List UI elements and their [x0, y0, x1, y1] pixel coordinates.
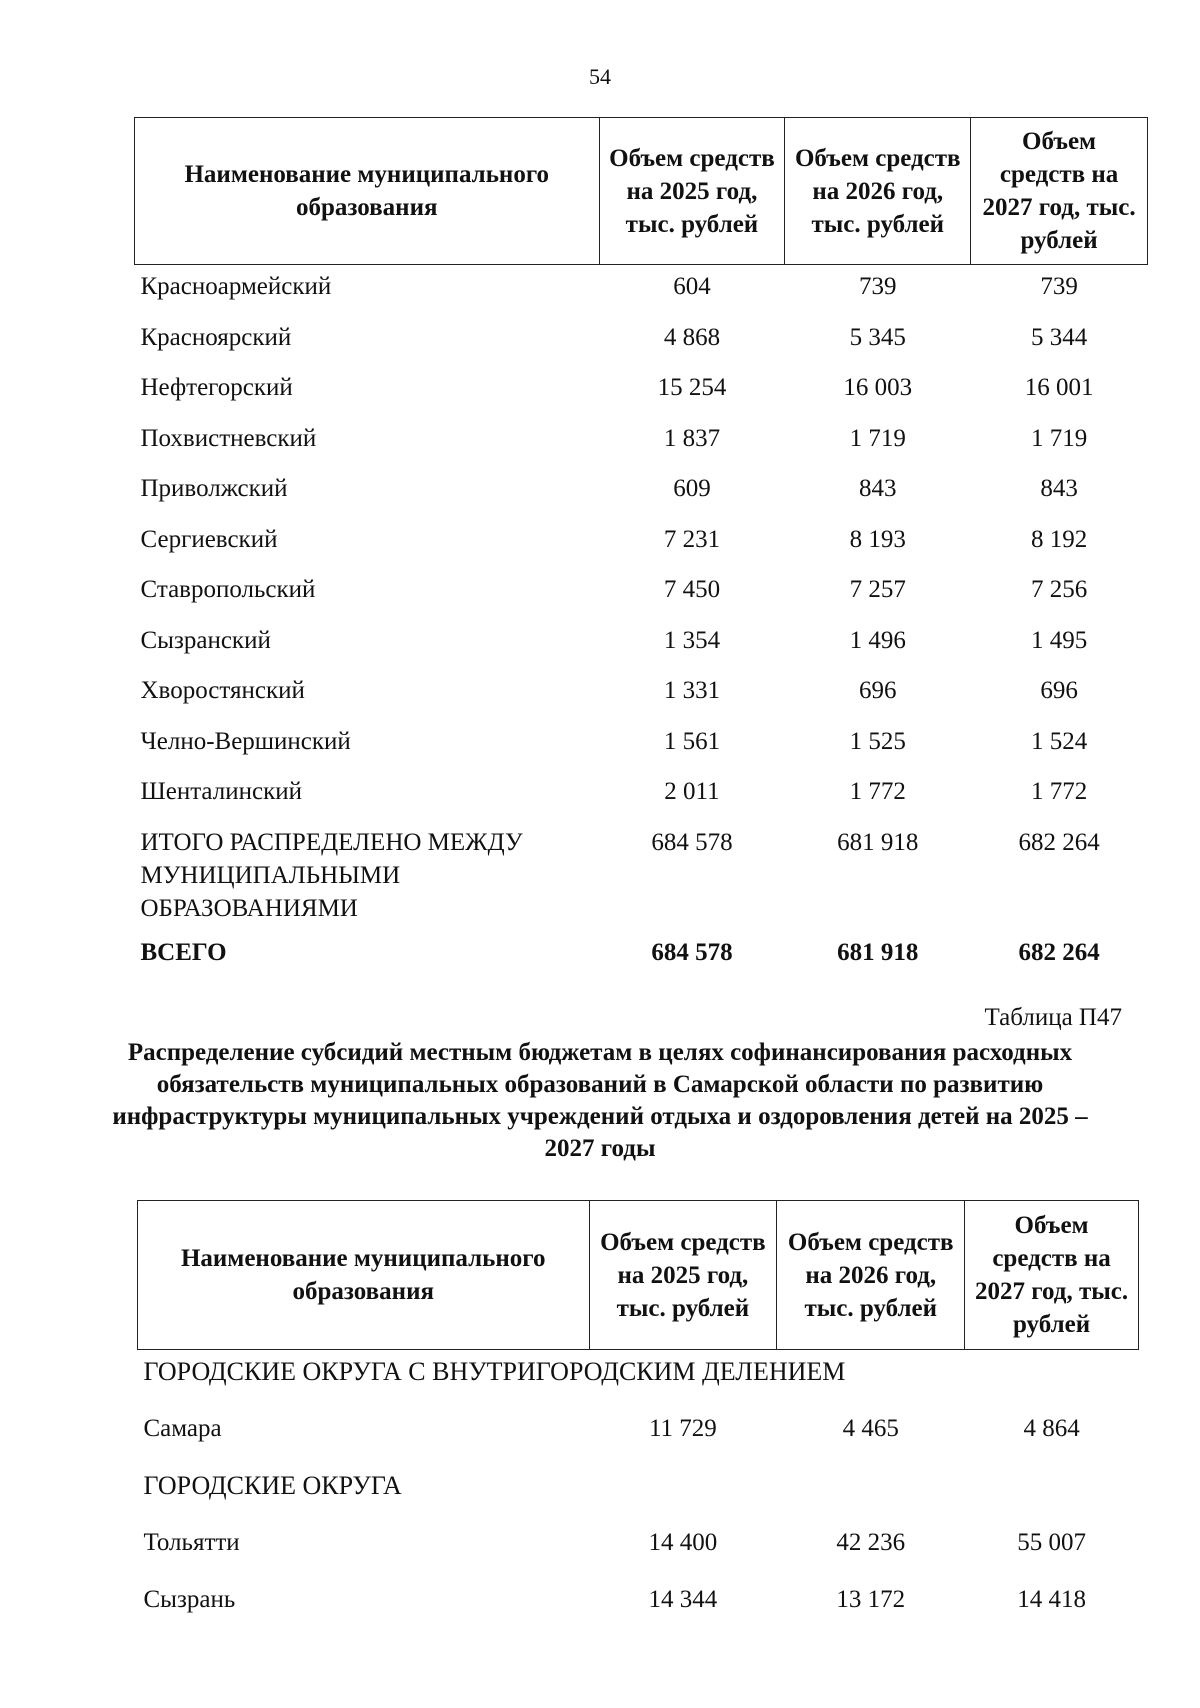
table-row: [135, 417, 1148, 468]
row-name: Приволжский: [140, 475, 288, 502]
value-2027: 739: [1040, 273, 1078, 300]
row-name: Самара: [143, 1415, 222, 1442]
value-2027: 1 772: [1030, 778, 1088, 805]
section-title: ГОРОДСКИЕ ОКРУГА С ВНУТРИГОРОДСКИМ ДЕЛЕНИЕМ: [143, 1357, 846, 1386]
header-2025: Объем средств на 2025 год, тыс. рублей: [599, 118, 785, 265]
table-row: [135, 265, 1148, 316]
value-2026: 1 525: [849, 727, 906, 755]
value-2025: 14 400: [648, 1529, 718, 1556]
header-2026: Объем средств на 2026 год, тыс. рублей: [777, 1201, 965, 1350]
value-2025: 7 450: [663, 576, 721, 603]
value-2025: 1 837: [663, 424, 721, 452]
table-header-row: [138, 1201, 1139, 1350]
value-2027: 7 256: [1030, 576, 1088, 603]
value-2027: 16 001: [1024, 374, 1094, 401]
value-2026: 4 465: [842, 1415, 899, 1442]
value-2025: 1 561: [663, 727, 721, 755]
value-2027: 682 264: [1018, 828, 1100, 856]
header-2027: Объем средств на 2027 год, тыс. рублей: [971, 118, 1148, 265]
table-row: [135, 669, 1148, 720]
table-label: Таблица П47: [984, 1004, 1122, 1031]
row-name: Нефтегорский: [140, 374, 293, 401]
value-2027: 696: [1040, 677, 1078, 704]
row-name: Тольятти: [143, 1529, 240, 1556]
value-2025: 11 729: [648, 1415, 717, 1442]
value-2027: 1 495: [1030, 626, 1088, 654]
value-2026: 1 496: [849, 626, 906, 654]
value-2026: 696: [858, 677, 897, 704]
value-2026: 7 257: [849, 576, 906, 603]
table-row: [135, 770, 1148, 821]
value-2025: 1 354: [663, 626, 721, 654]
value-2025: 604: [673, 273, 711, 300]
table-row: [138, 1578, 1139, 1635]
value-2026: 1 719: [849, 424, 906, 452]
header-municipality: Наименование муниципального образования: [138, 1201, 590, 1350]
section-row: [138, 1350, 1139, 1408]
row-name: Похвистневский: [140, 424, 317, 452]
value-2027: 55 007: [1017, 1529, 1086, 1556]
value-2026: 42 236: [836, 1529, 906, 1556]
grand-total-row: [135, 926, 1148, 982]
value-2025: 4 868: [663, 323, 721, 351]
row-name: ИТОГО РАСПРЕДЕЛЕНО МЕЖДУ МУНИЦИПАЛЬНЫМИ ОБРАЗОВАНИЯМИ: [140, 828, 523, 922]
value-2026: 16 003: [843, 374, 913, 401]
value-2025: 14 344: [648, 1586, 718, 1613]
table-row: [135, 518, 1148, 569]
value-2026: 13 172: [836, 1586, 906, 1613]
value-2025: 1 331: [663, 677, 721, 704]
value-2025: 684 578: [651, 938, 733, 966]
header-2026: Объем средств на 2026 год, тыс. рублей: [785, 118, 971, 265]
value-2025: 15 254: [657, 374, 727, 401]
value-2027: 1 719: [1030, 424, 1088, 452]
value-2025: 684 578: [651, 828, 733, 856]
row-name: Хворостянский: [140, 677, 305, 704]
value-2025: 2 011: [664, 778, 720, 805]
value-2027: 682 264: [1018, 938, 1100, 966]
row-name: Сергиевский: [140, 525, 278, 553]
row-name: Красноармейский: [140, 273, 332, 300]
table-row: [138, 1407, 1139, 1464]
value-2026: 8 193: [849, 525, 906, 553]
row-name: Шенталинский: [140, 778, 302, 805]
row-name: Челно-Вершинский: [140, 727, 351, 755]
header-2025: Объем средств на 2025 год, тыс. рублей: [589, 1201, 777, 1350]
subsidy-table-continued: [134, 117, 1148, 981]
value-2025: 609: [673, 475, 711, 502]
value-2027: 1 524: [1030, 727, 1088, 755]
page-number: 54: [589, 64, 611, 89]
row-name: ВСЕГО: [140, 938, 227, 966]
table-header-row: [135, 118, 1148, 265]
subsidy-table-p47: [137, 1200, 1139, 1635]
section-title: ГОРОДСКИЕ ОКРУГА: [143, 1471, 402, 1500]
row-name: Ставропольский: [140, 576, 316, 603]
table-row: [138, 1521, 1139, 1578]
value-2027: 5 344: [1030, 323, 1088, 351]
value-2025: 7 231: [663, 525, 721, 553]
value-2027: 843: [1040, 475, 1078, 502]
distributed-total-row: [135, 821, 1148, 926]
value-2026: 5 345: [849, 323, 906, 351]
table-row: [135, 366, 1148, 417]
value-2026: 843: [858, 475, 897, 502]
row-name: Красноярский: [140, 323, 292, 351]
table-title: Распределение субсидий местным бюджетам в целях софинансирования расходных обязательств муниципальных образований в Самарской области по развитию инфраструктуры муниципальных учреждений отдыха и оздоровления детей на 2025 – 2027 годы: [112, 1039, 1088, 1162]
table-row: [135, 619, 1148, 670]
section-row: [138, 1464, 1139, 1521]
value-2026: 681 918: [837, 938, 919, 966]
table-row: [135, 316, 1148, 367]
value-2026: 739: [858, 273, 897, 300]
value-2026: 681 918: [837, 828, 919, 856]
header-2027: Объем средств на 2027 год, тыс. рублей: [965, 1201, 1139, 1350]
row-name: Сызранский: [140, 626, 271, 654]
value-2026: 1 772: [849, 778, 906, 805]
table-row: [135, 568, 1148, 619]
table-row: [135, 720, 1148, 771]
header-municipality: Наименование муниципального образования: [135, 118, 600, 265]
row-name: Сызрань: [143, 1586, 236, 1613]
table-row: [135, 467, 1148, 518]
value-2027: 14 418: [1017, 1586, 1086, 1613]
value-2027: 4 864: [1023, 1415, 1080, 1442]
value-2027: 8 192: [1030, 525, 1088, 553]
